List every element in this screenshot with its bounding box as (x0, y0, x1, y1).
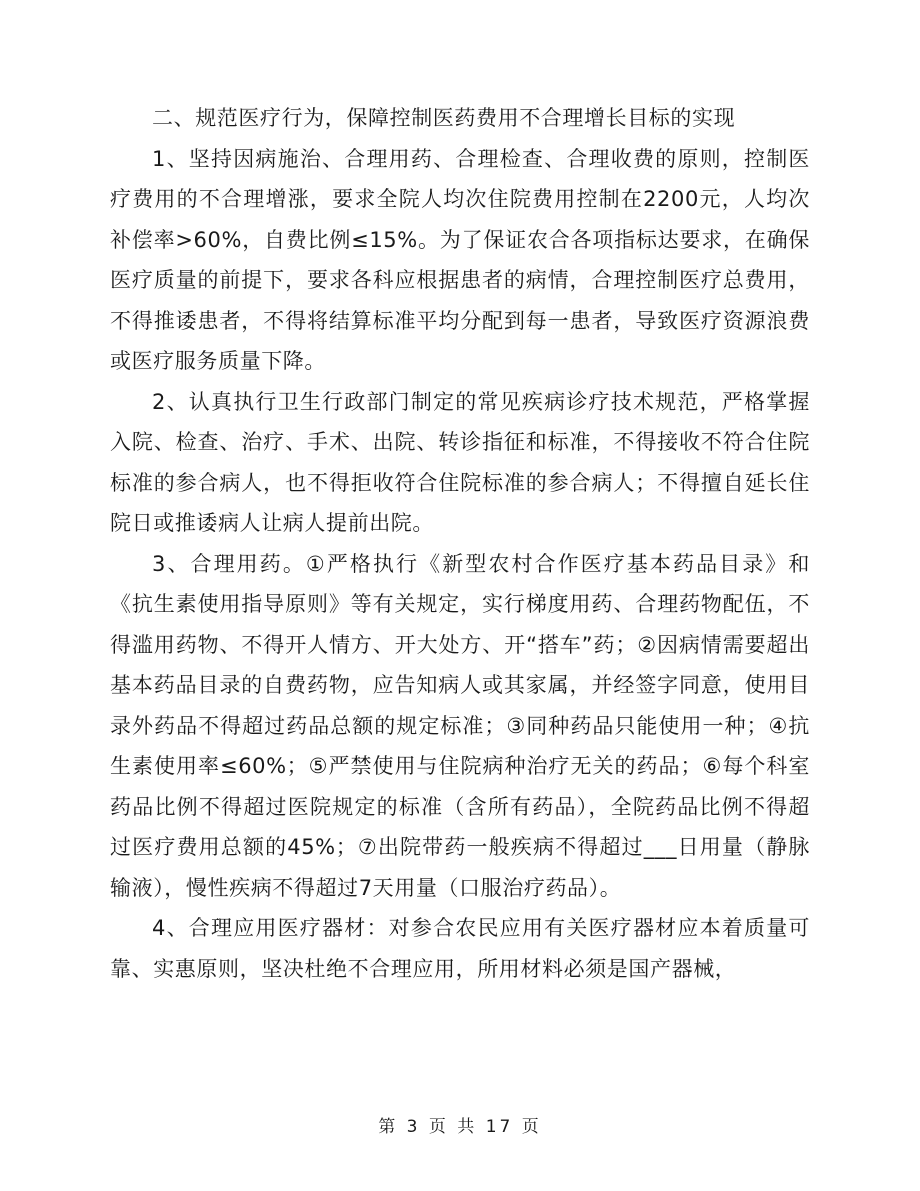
paragraph-3: 3、合理用药。①严格执行《新型农村合作医疗基本药品目录》和《抗生素使用指导原则》等有关规定，实行梯度用药、合理药物配伍，不得滥用药物、不得开人情方、开大处方、开“搭车”药；②因病情需要超出基本药品目录的自费药物，应告知病人或其家属，并经签字同意，使用目录外药品不得超过药品总额的规定标准；③同种药品只能使用一种；④抗生素使用率≤60%；⑤严禁使用与住院病种治疗无关的药品；⑥每个科室药品比例不得超过医院规定的标准（含所有药品），全院药品比例不得超过医疗费用总额的45%；⑦出院带药一般疾病不得超过___日用量（静脉输液），慢性疾病不得超过7天用量（口服治疗药品）。 (110, 551, 810, 900)
paragraph-2: 2、认真执行卫生行政部门制定的常见疾病诊疗技术规范，严格掌握入院、检查、治疗、手术、出院、转诊指征和标准，不得接收不符合住院标准的参合病人，也不得拒收符合住院标准的参合病人；不得擅自延长住院日或推诿病人让病人提前出院。 (110, 389, 810, 535)
section-heading: 二、规范医疗行为，保障控制医药费用不合理增长目标的实现 (152, 106, 736, 130)
paragraph-1: 1、坚持因病施治、合理用药、合理检查、合理收费的原则，控制医疗费用的不合理增涨，要求全院人均次住院费用控制在2200元，人均次补偿率>60%，自费比例≤15%。为了保证农合各项指标达要求，在确保医疗质量的前提下，要求各科应根据患者的病情，合理控制医疗总费用，不得推诿患者，不得将结算标准平均分配到每一患者，导致医疗资源浪费或医疗服务质量下降。 (110, 146, 810, 373)
document-body (110, 98, 810, 989)
paragraph-4: 4、合理应用医疗器材：对参合农民应用有关医疗器材应本着质量可靠、实惠原则，坚决杜绝不合理应用，所用材料必须是国产器械， (110, 916, 810, 981)
page-number-footer: 第 3 页 共 17 页 (378, 1117, 542, 1137)
